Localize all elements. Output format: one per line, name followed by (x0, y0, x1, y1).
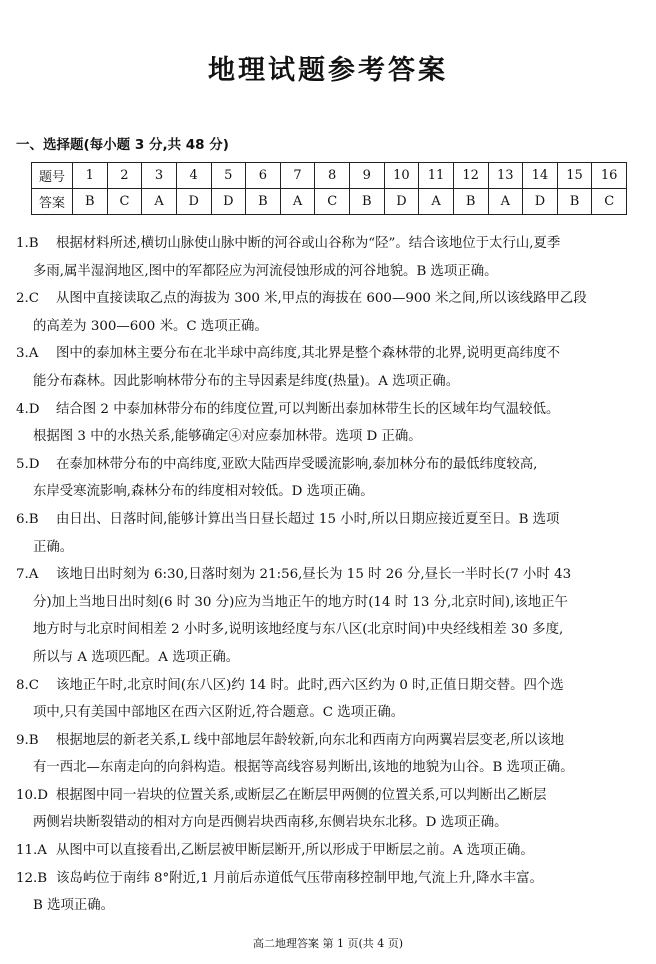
answer-cell: D (176, 189, 211, 215)
explanation-item-continued: 分)加上当地日出时刻(6 时 30 分)应为当地正午的地方时(14 时 13 分,北京时间),该地正午 (33, 594, 568, 610)
explanation-item (16, 865, 642, 893)
item-number: 1.B (16, 236, 39, 251)
explanation-item (16, 782, 642, 810)
explanation-item (16, 561, 642, 589)
explanation-item-continued: 东岸受寒流影响,森林分布的纬度相对较低。D 选项正确。 (33, 484, 374, 500)
item-number: 4.D (16, 401, 40, 417)
row-label-answer: 答案 (32, 189, 73, 215)
explanation-item-continued: 两侧岩块断裂错动的相对方向是西侧岩块西南移,东侧岩块东北移。D 选项正确。 (33, 815, 508, 831)
answer-cell: B (350, 189, 385, 215)
item-text: 根据图中同一岩块的位置关系,或断层乙在断层甲两侧的位置关系,可以判断出乙断层 (56, 787, 547, 803)
number-cell: 12 (453, 163, 488, 189)
item-text: 该地正午时,北京时间(东八区)约 14 时。此时,西六区约为 0 时,正值日期交替。四个选 (56, 677, 564, 693)
explanation-item (16, 672, 642, 700)
item-number: 10.D (16, 787, 49, 803)
explanation-item (16, 230, 642, 258)
explanation-item (16, 837, 642, 865)
answer-cell: A (488, 189, 523, 215)
explanation-item-continued: 地方时与北京时间相差 2 小时多,说明该地经度与东八区(北京时间)中央经线相差 30 多度, (33, 622, 564, 638)
number-cell: 6 (246, 163, 281, 189)
answer-table (31, 162, 627, 215)
explanation-item-continued: 所以与 A 选项匹配。A 选项正确。 (33, 649, 240, 665)
answer-cell: A (142, 189, 177, 215)
item-text: 由日出、日落时间,能够计算出当日昼长超过 15 小时,所以日期应接近夏至日。B 选项 (56, 511, 560, 527)
number-cell: 5 (211, 163, 246, 189)
answer-row (32, 189, 627, 215)
answer-cell: D (384, 189, 419, 215)
answer-cell: A (280, 189, 315, 215)
item-number: 9.B (16, 732, 39, 748)
item-number: 11.A (16, 843, 47, 859)
number-row (32, 163, 627, 189)
item-text: 根据材料所述,横切山脉使山脉中断的河谷或山谷称为“陉”。结合该地位于太行山,夏季 (56, 236, 561, 251)
row-label-number: 题号 (32, 163, 73, 189)
item-text: 结合图 2 中泰加林带分布的纬度位置,可以判断出泰加林带生长的区域年均气温较低。 (56, 401, 560, 417)
page-footer: 高二地理答案 第 1 页(共 4 页) (252, 937, 404, 950)
number-cell: 9 (350, 163, 385, 189)
explanation-item-continued: 正确。 (33, 539, 74, 555)
explanation-item (16, 285, 642, 313)
answer-cell: B (73, 189, 108, 215)
number-cell: 8 (315, 163, 350, 189)
explanation-item (16, 451, 642, 479)
answer-cell: B (246, 189, 281, 215)
number-cell: 2 (107, 163, 142, 189)
answer-cell: A (419, 189, 454, 215)
explanation-item-continued: 能分布森林。因此影响林带分布的主导因素是纬度(热量)。A 选项正确。 (33, 373, 460, 389)
answer-cell: C (107, 189, 142, 215)
explanation-item-continued: B 选项正确。 (33, 898, 115, 914)
answer-cell: B (557, 189, 592, 215)
item-text: 从图中可以直接看出,乙断层被甲断层断开,所以形成于甲断层之前。A 选项正确。 (56, 843, 534, 859)
explanation-item-continued: 的高差为 300—600 米。C 选项正确。 (33, 318, 268, 334)
number-cell: 3 (142, 163, 177, 189)
number-cell: 13 (488, 163, 523, 189)
number-cell: 7 (280, 163, 315, 189)
item-number: 8.C (16, 677, 40, 693)
explanation-item (16, 506, 642, 534)
section-heading: 一、选择题(每小题 3 分,共 48 分) (16, 137, 229, 153)
number-cell: 14 (523, 163, 558, 189)
item-text: 图中的泰加林主要分布在北半球中高纬度,其北界是整个森林带的北界,说明更高纬度不 (56, 346, 560, 362)
item-number: 3.A (16, 346, 39, 362)
explanation-item-continued: 项中,只有美国中部地区在西六区附近,符合题意。C 选项正确。 (33, 705, 405, 721)
item-text: 根据地层的新老关系,L 线中部地层年龄较新,向东北和西南方向两翼岩层变老,所以该地 (56, 732, 564, 748)
explanation-item-continued: 有一西北—东南走向的向斜构造。根据等高线容易判断出,该地的地貌为山谷。B 选项正确。 (33, 760, 574, 776)
explanation-item (16, 727, 642, 755)
number-cell: 1 (73, 163, 108, 189)
item-number: 5.D (16, 456, 40, 472)
page-title: 地理试题参考答案 (208, 55, 448, 86)
answer-cell: D (523, 189, 558, 215)
item-text: 从图中直接读取乙点的海拔为 300 米,甲点的海拔在 600—900 米之间,所以该线路甲乙段 (56, 291, 587, 307)
number-cell: 4 (176, 163, 211, 189)
item-number: 6.B (16, 511, 39, 527)
number-cell: 15 (557, 163, 592, 189)
answer-cell: C (592, 189, 627, 215)
item-text: 该地日出时刻为 6:30,日落时刻为 21:56,昼长为 15 时 26 分,昼长一半时长(7 小时 43 (56, 567, 572, 583)
answer-cell: C (315, 189, 350, 215)
item-text: 该岛屿位于南纬 8°附近,1 月前后赤道低气压带南移控制甲地,气流上升,降水丰富。 (56, 870, 543, 886)
number-cell: 11 (419, 163, 454, 189)
answer-cell: B (453, 189, 488, 215)
number-cell: 16 (592, 163, 627, 189)
explanation-item-continued: 根据图 3 中的水热关系,能够确定④对应泰加林带。选项 D 正确。 (33, 429, 422, 445)
item-text: 在泰加林带分布的中高纬度,亚欧大陆西岸受暖流影响,泰加林分布的最低纬度较高, (56, 456, 538, 472)
item-number: 7.A (16, 567, 39, 583)
explanation-item (16, 396, 642, 424)
item-number: 2.C (16, 291, 40, 307)
answer-cell: D (211, 189, 246, 215)
explanation-list (16, 230, 642, 920)
number-cell: 10 (384, 163, 419, 189)
explanation-item-continued: 多雨,属半湿润地区,图中的军都陉应为河流侵蚀形成的河谷地貌。B 选项正确。 (33, 263, 498, 279)
explanation-item (16, 340, 642, 368)
item-number: 12.B (16, 870, 48, 886)
